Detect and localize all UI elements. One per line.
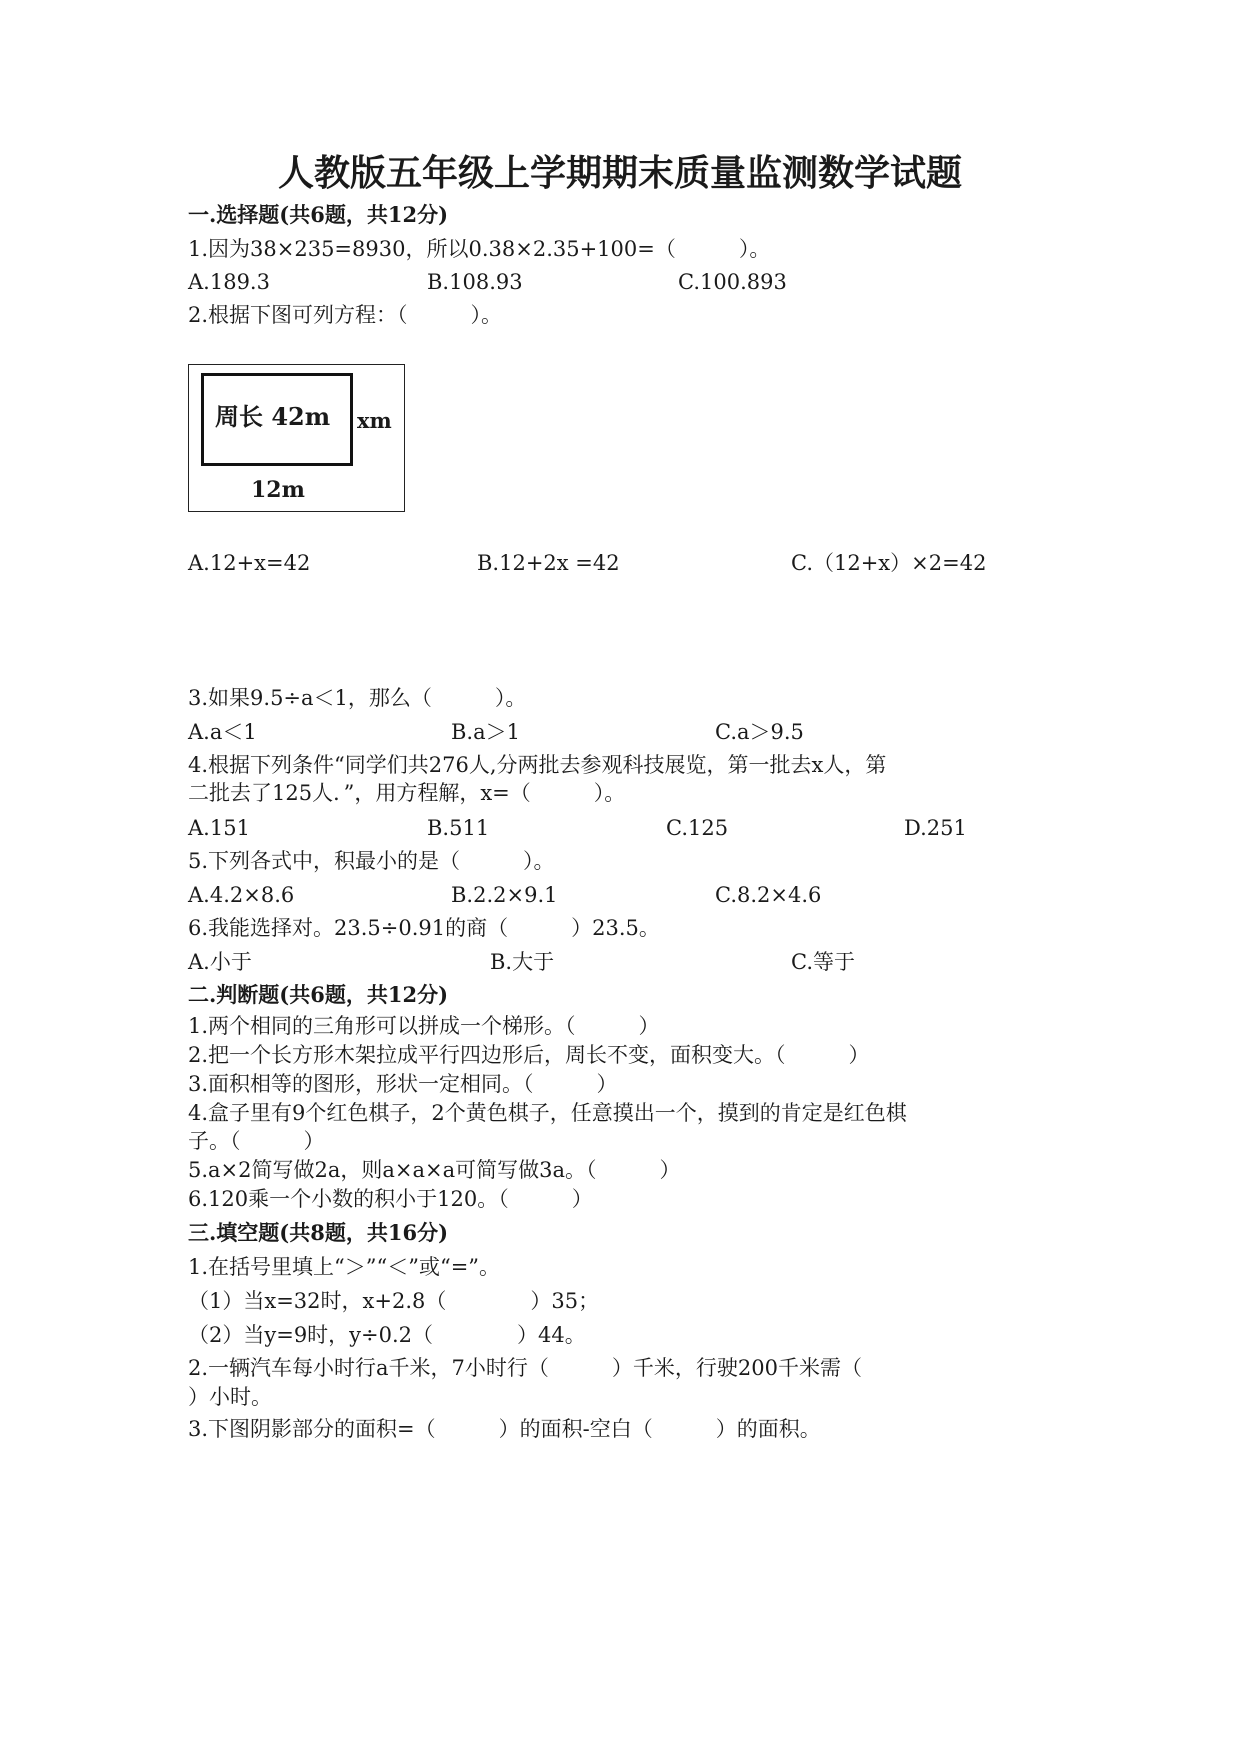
q6-option-b: B.大于 <box>490 950 555 974</box>
fill-item-1-part1: （1）当x=32时，x+2.8（ ）35； <box>188 1289 600 1313</box>
q6-option-c: C.等于 <box>791 950 855 974</box>
judge-item-6: 6.120乘一个小数的积小于120。（ ） <box>188 1187 593 1211</box>
q4-stem-line1: 4.根据下列条件“同学们共276人,分两批去参观科技展览，第一批去x人，第 <box>188 753 887 777</box>
q2-option-a: A.12+x=42 <box>188 551 311 575</box>
q3-stem: 3.如果9.5÷a＜1，那么（ ）。 <box>188 686 527 710</box>
q2-side-label: xm <box>357 408 392 433</box>
q3-option-c: C.a＞9.5 <box>715 720 804 744</box>
q6-stem: 6.我能选择对。23.5÷0.91的商（ ）23.5。 <box>188 916 660 940</box>
q4-option-d: D.251 <box>904 816 967 840</box>
q6-option-a: A.小于 <box>188 950 252 974</box>
section3-header: 三.填空题(共8题，共16分) <box>188 1220 449 1245</box>
section1-header: 一.选择题(共6题，共12分) <box>188 202 449 227</box>
q2-stem: 2.根据下图可列方程：（ ）。 <box>188 303 503 327</box>
q3-option-a: A.a＜1 <box>188 720 257 744</box>
q2-perimeter-label: 周长 42m <box>215 402 331 431</box>
judge-item-1: 1.两个相同的三角形可以拼成一个梯形。（ ） <box>188 1014 660 1038</box>
q2-rectangle-figure <box>188 364 405 512</box>
judge-item-5: 5.a×2简写做2a，则a×a×a可简写做3a。（ ） <box>188 1158 681 1182</box>
judge-item-4: 4.盒子里有9个红色棋子，2个黄色棋子，任意摸出一个，摸到的肯定是红色棋 <box>188 1101 907 1125</box>
q4-option-b: B.511 <box>427 816 490 840</box>
q5-option-a: A.4.2×8.6 <box>188 883 295 907</box>
fill-item-1-part2: （2）当y=9时，y÷0.2（ ）44。 <box>188 1323 586 1347</box>
q2-option-c: C.（12+x）×2=42 <box>791 551 987 575</box>
q2-option-b: B.12+2x =42 <box>477 551 620 575</box>
q4-option-a: A.151 <box>188 816 250 840</box>
fill-item-2-cont: ）小时。 <box>188 1385 272 1409</box>
fill-item-3: 3.下图阴影部分的面积=（ ）的面积-空白（ ）的面积。 <box>188 1417 821 1441</box>
judge-item-4-cont: 子。（ ） <box>188 1129 325 1153</box>
q3-option-b: B.a＞1 <box>451 720 520 744</box>
q4-option-c: C.125 <box>666 816 729 840</box>
q5-option-c: C.8.2×4.6 <box>715 883 822 907</box>
judge-item-3: 3.面积相等的图形，形状一定相同。（ ） <box>188 1072 618 1096</box>
q1-option-c: C.100.893 <box>678 270 787 294</box>
q1-option-a: A.189.3 <box>188 270 270 294</box>
section2-header: 二.判断题(共6题，共12分) <box>188 982 449 1007</box>
q5-option-b: B.2.2×9.1 <box>451 883 558 907</box>
q4-stem-line2: 二批去了125人．”，用方程解，x=（ ）。 <box>188 781 626 805</box>
q5-stem: 5.下列各式中，积最小的是（ ）。 <box>188 849 555 873</box>
fill-item-1: 1.在括号里填上“＞”“＜”或“=”。 <box>188 1255 501 1279</box>
q1-option-b: B.108.93 <box>427 270 523 294</box>
fill-item-2: 2.一辆汽车每小时行a千米，7小时行（ ）千米，行驶200千米需（ <box>188 1356 862 1380</box>
q2-bottom-label: 12m <box>251 477 305 503</box>
judge-item-2: 2.把一个长方形木架拉成平行四边形后，周长不变，面积变大。（ ） <box>188 1043 870 1067</box>
q1-stem: 1.因为38×235=8930，所以0.38×2.35+100=（ ）。 <box>188 237 771 261</box>
page-title: 人教版五年级上学期期末质量监测数学试题 <box>277 152 962 194</box>
